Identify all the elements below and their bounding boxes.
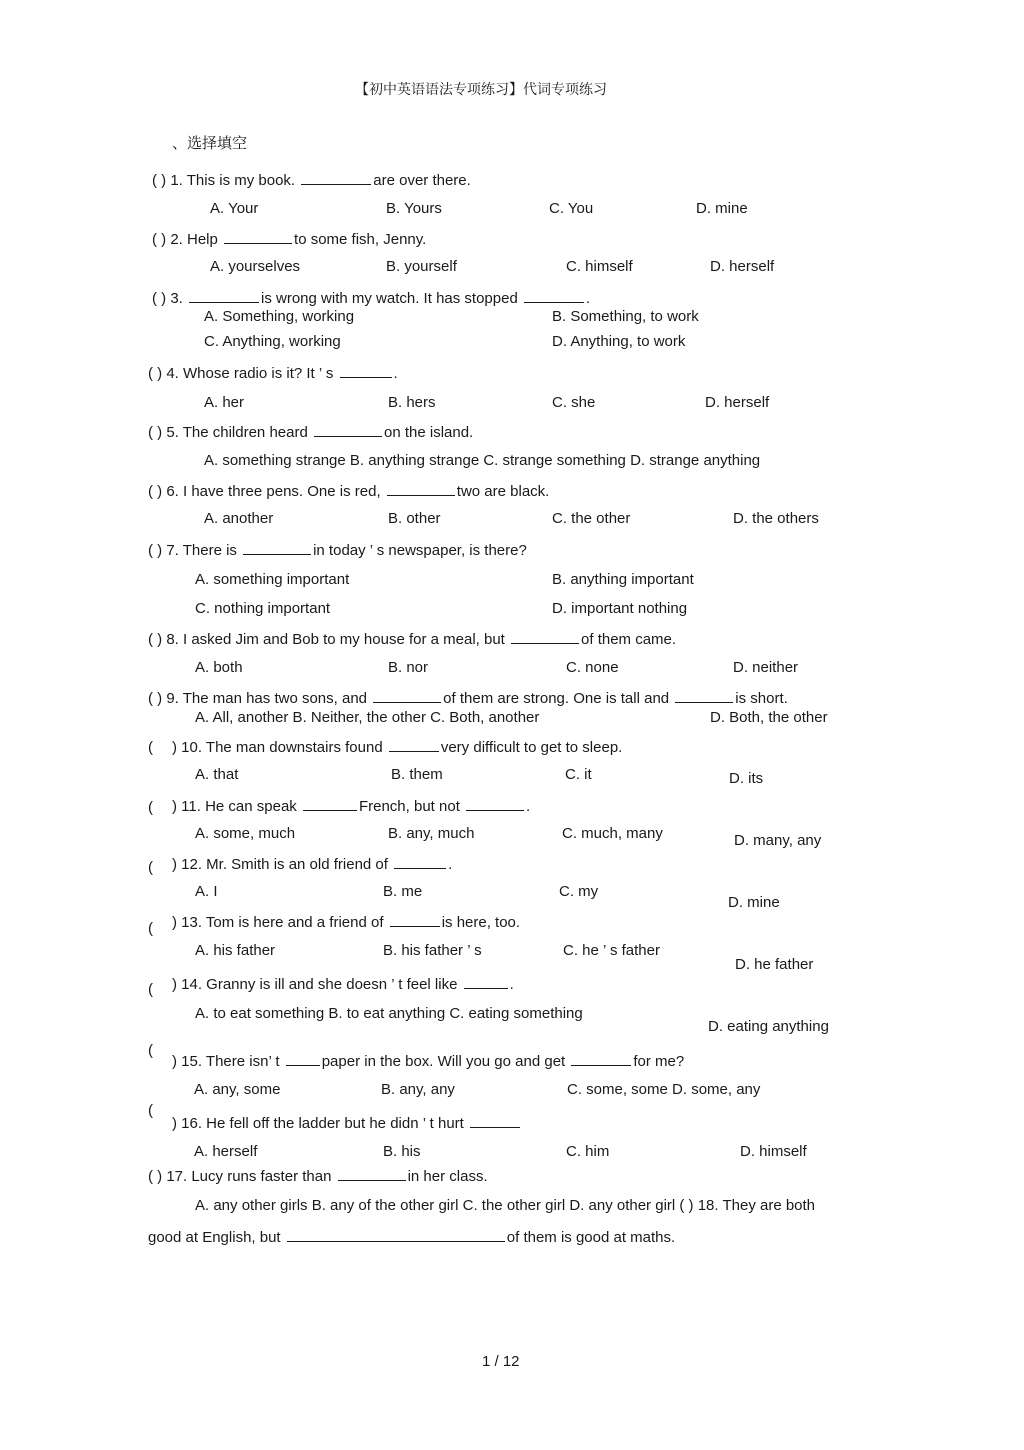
q15-options-cd: C. some, some D. some, any [567,1081,761,1098]
q1-option-b: B. Yours [386,200,442,217]
question-3: ( ) 3. is wrong with my watch. It has stopped . [152,290,591,307]
q16-option-d: D. himself [740,1143,807,1160]
q6-option-b: B. other [388,510,441,527]
page-number: 1 / 12 [482,1353,520,1370]
q7-option-b: B. anything important [552,571,694,588]
answer-blank [571,1051,631,1066]
question-13: ) 13. Tom is here and a friend of is here, too. [172,914,521,931]
q6-option-c: C. the other [552,510,631,527]
question-4: ( ) 4. Whose radio is it? It ’ s . [148,365,398,382]
question-11: ) 11. He can speak French, but not . [172,798,531,815]
q3-option-c: C. Anything, working [204,333,341,350]
answer-blank [394,854,446,869]
q14-options-abc: A. to eat something B. to eat anything C. eating something [195,1005,583,1022]
q6-option-d: D. the others [733,510,819,527]
answer-blank [524,288,584,303]
q15-paren: ( [148,1042,153,1059]
question-5: ( ) 5. The children heard on the island. [148,424,474,441]
q16-option-a: A. herself [194,1143,258,1160]
q13-option-c: C. he ’ s father [563,942,660,959]
q6-option-a: A. another [204,510,274,527]
q15-option-a: A. any, some [194,1081,281,1098]
question-15: ) 15. There isn’ t paper in the box. Will you go and get for me? [172,1053,685,1070]
answer-blank [243,540,311,555]
answer-blank [466,796,524,811]
answer-blank [338,1166,406,1181]
q14-paren: ( [148,981,153,998]
q15-option-b: B. any, any [381,1081,455,1098]
answer-blank [287,1227,505,1242]
q1-option-d: D. mine [696,200,748,217]
q12-option-b: B. me [383,883,423,900]
q2-option-d: D. herself [710,258,775,275]
q1-option-c: C. You [549,200,594,217]
question-14: ) 14. Granny is ill and she doesn ’ t feel like . [172,976,514,993]
question-12: ) 12. Mr. Smith is an old friend of . [172,856,453,873]
question-10: ) 10. The man downstairs found very difficult to get to sleep. [172,739,623,756]
q3-option-b: B. Something, to work [552,308,699,325]
answer-blank [464,974,508,989]
q2-option-c: C. himself [566,258,633,275]
q8-option-c: C. none [566,659,619,676]
page-header: 【初中英语语法专项练习】代词专项练习 [355,81,607,97]
answer-blank [511,629,579,644]
question-2: ( ) 2. Help to some fish, Jenny. [152,231,427,248]
answer-blank [390,912,440,927]
q11-option-a: A. some, much [195,825,296,842]
q13-paren: ( [148,920,153,937]
answer-blank [373,688,441,703]
q12-option-d: D. mine [728,894,780,911]
q16-option-c: C. him [566,1143,610,1160]
answer-blank [286,1051,320,1066]
question-1: ( ) 1. This is my book. are over there. [152,172,471,189]
q11-paren: ( [148,799,153,816]
answer-blank [224,229,292,244]
q10-option-c: C. it [565,766,592,783]
question-8: ( ) 8. I asked Jim and Bob to my house for a meal, but of them came. [148,631,677,648]
answer-blank [387,481,455,496]
q10-option-a: A. that [195,766,239,783]
q9-options-abc: A. All, another B. Neither, the other C. Both, another [195,709,540,726]
q13-option-d: D. he father [735,956,814,973]
question-18: good at English, but of them is good at maths. [148,1229,676,1246]
q16-option-b: B. his [383,1143,421,1160]
q3-option-a: A. Something, working [204,308,355,325]
q17-options-line: A. any other girls B. any of the other girl C. the other girl D. any other girl ( ) 18. They are both [195,1197,816,1214]
q16-paren: ( [148,1102,153,1119]
answer-blank [303,796,357,811]
q13-option-b: B. his father ’ s [383,942,482,959]
section-title: 、选择填空 [172,135,248,152]
q10-option-d: D. its [729,770,764,787]
q11-option-c: C. much, many [562,825,663,842]
question-7: ( ) 7. There is in today ’ s newspaper, is there? [148,542,527,559]
answer-blank [675,688,733,703]
q4-option-c: C. she [552,394,596,411]
q8-option-a: A. both [195,659,243,676]
q2-option-a: A. yourselves [210,258,301,275]
question-9: ( ) 9. The man has two sons, and of them are strong. One is tall and is short. [148,690,788,707]
q2-option-b: B. yourself [386,258,457,275]
q12-option-a: A. I [195,883,218,900]
q14-option-d: D. eating anything [708,1018,829,1035]
q8-option-d: D. neither [733,659,799,676]
answer-blank [314,422,382,437]
q9-option-d: D. Both, the other [710,709,828,726]
q3-option-d: D. Anything, to work [552,333,686,350]
q4-option-b: B. hers [388,394,436,411]
q5-options: A. something strange B. anything strange C. strange something D. strange anything [204,452,761,469]
question-17: ( ) 17. Lucy runs faster than in her class. [148,1168,488,1185]
q7-option-a: A. something important [195,571,350,588]
question-16: ) 16. He fell off the ladder but he didn ’ t hurt [172,1113,522,1133]
q8-option-b: B. nor [388,659,429,676]
q11-option-d: D. many, any [734,832,822,849]
q1-option-a: A. Your [210,200,259,217]
q11-option-b: B. any, much [388,825,475,842]
answer-blank [470,1113,520,1128]
q7-option-c: C. nothing important [195,600,331,617]
question-6: ( ) 6. I have three pens. One is red, two are black. [148,483,550,500]
q4-option-d: D. herself [705,394,770,411]
q4-option-a: A. her [204,394,245,411]
q10-option-b: B. them [391,766,443,783]
q13-option-a: A. his father [195,942,276,959]
q7-option-d: D. important nothing [552,600,688,617]
q10-paren: ( [148,739,153,756]
answer-blank [189,288,259,303]
q12-option-c: C. my [559,883,599,900]
answer-blank [301,170,371,185]
answer-blank [389,737,439,752]
answer-blank [340,363,392,378]
q12-paren: ( [148,859,153,876]
